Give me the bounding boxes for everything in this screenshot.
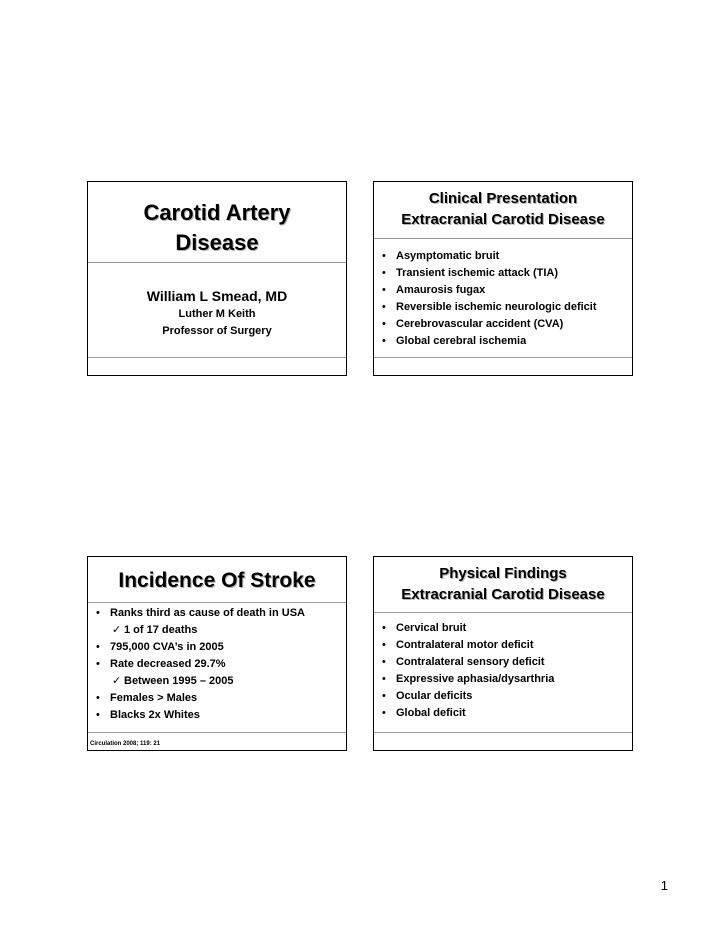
slide-3-title: Incidence Of Stroke [118,569,316,592]
slide-1 [87,181,347,376]
list-item: • Cerebrovascular accident (CVA) [380,316,628,333]
list-item: • Contralateral sensory deficit [380,654,628,671]
slide-3-bullet-list [94,605,342,724]
list-item-text: Between 1995 – 2005 [124,675,234,687]
slide-1-footer-divider [88,357,346,358]
page-number: 1 [660,878,668,893]
list-item: • Rate decreased 29.7% [94,656,342,673]
list-item: • 795,000 CVA’s in 2005 [94,639,342,656]
list-item: • Transient ischemic attack (TIA) [380,265,628,282]
slide-1-role-line-1: Luther M Keith [178,308,256,320]
slide-3-footer-divider [88,732,346,733]
slide-1-title-line-1: Carotid Artery [143,200,291,225]
list-item: • Reversible ischemic neurologic deficit [380,299,628,316]
list-item-text: 1 of 17 deaths [124,624,198,636]
checkmark-icon: ✓ [112,624,122,636]
slide-1-role-line-2: Professor of Surgery [162,325,272,337]
slide-4-divider [374,612,632,613]
list-item: • Blacks 2x Whites [94,707,342,724]
slide-4-title-line-2: Extracranial Carotid Disease [401,586,605,603]
slide-2 [373,181,633,376]
slide-1-divider [88,262,346,263]
slide-4-footer-divider [374,732,632,733]
list-item [94,673,342,690]
slide-2-divider [374,238,632,239]
list-item: • Expressive aphasia/dysarthria [380,671,628,688]
slide-1-author: William L Smead, MD [146,288,288,304]
slide-2-title-line-2: Extracranial Carotid Disease [401,211,605,228]
slide-2-title-line-1: Clinical Presentation [428,190,578,207]
list-item: • Females > Males [94,690,342,707]
slide-2-bullet-list [380,248,628,350]
slide-4-bullet-list [380,620,628,722]
slide-3-divider [88,602,346,603]
list-item: • Ocular deficits [380,688,628,705]
list-item: • Amaurosis fugax [380,282,628,299]
slide-3 [87,556,347,751]
list-item: • Cervical bruit [380,620,628,637]
list-item: • Contralateral motor deficit [380,637,628,654]
slide-2-footer-divider [374,357,632,358]
checkmark-icon: ✓ [112,675,122,687]
list-item [94,622,342,639]
slide-4-title-line-1: Physical Findings [439,565,567,582]
slide-3-citation: Circulation 2008; 119: 21 [90,741,161,747]
list-item: • Asymptomatic bruit [380,248,628,265]
slide-1-title-line-2: Disease [175,230,259,255]
list-item: • Global deficit [380,705,628,722]
list-item: • Global cerebral ischemia [380,333,628,350]
slide-4 [373,556,633,751]
list-item: • Ranks third as cause of death in USA [94,605,342,622]
